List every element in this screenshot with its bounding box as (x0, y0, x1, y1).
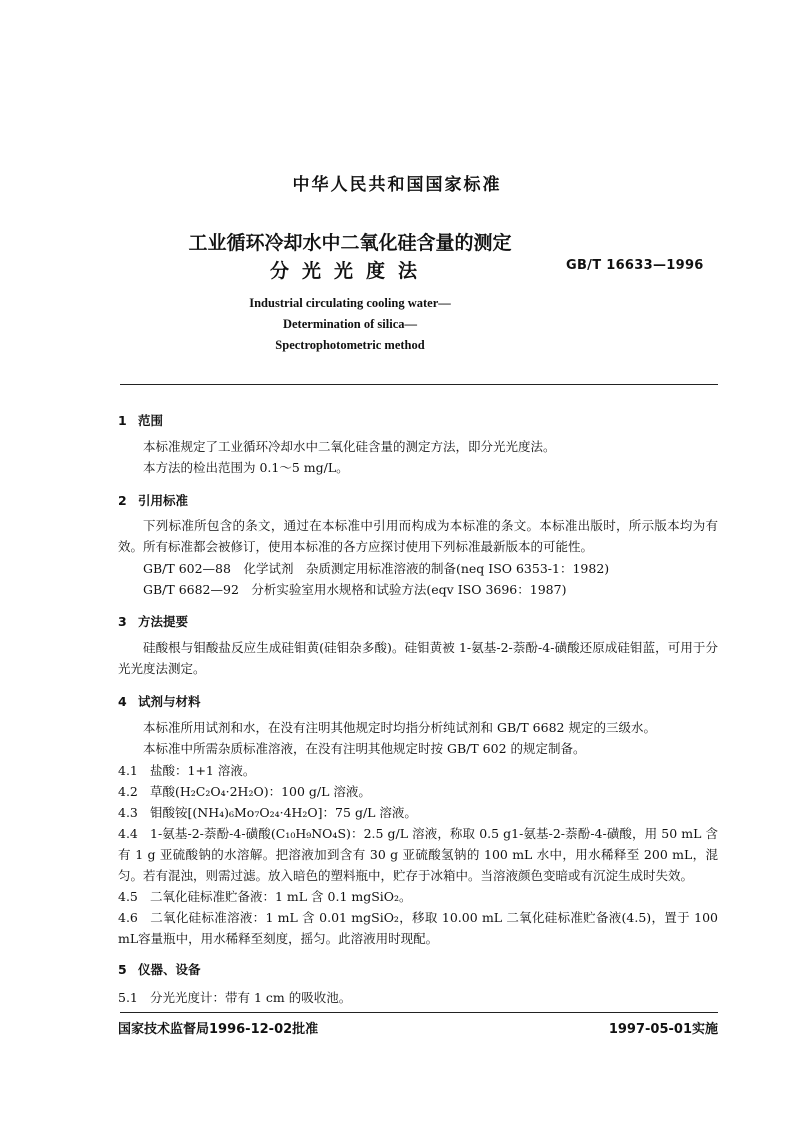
section-5-heading (118, 960, 201, 978)
footer-divider (120, 1012, 718, 1013)
document-subtitle: 分光光度法 (269, 260, 430, 282)
item-number: 4.3 (118, 805, 138, 820)
english-title-line-3: Spectrophotometric method (275, 338, 425, 352)
section-number: 5 (118, 962, 127, 977)
section-title: 引用标准 (138, 493, 189, 508)
item-text: 二氧化硅标准贮备液：1 mL 含 0.1 mgSiO₂。 (150, 889, 412, 904)
list-item (118, 781, 718, 802)
section-title: 试剂与材料 (138, 694, 201, 709)
list-item (118, 886, 718, 907)
item-number: 4.6 (118, 910, 138, 925)
item-number: 4.4 (118, 826, 138, 841)
section-3-paragraph: 硅酸根与钼酸盐反应生成硅钼黄(硅钼杂多酸)。硅钼黄被 1-氨基-2-萘酚-4-磺酸还原成硅钼蓝，可用于分光光度法测定。 (118, 640, 718, 676)
reference-gbt-602: GB/T 602—88 化学试剂 杂质测定用标准溶液的制备(neq ISO 6353-1：1982) (143, 561, 610, 576)
list-item (118, 802, 718, 823)
reference-gbt-6682: GB/T 6682—92 分析实验室用水规格和试验方法(eqv ISO 3696：1987) (143, 582, 567, 597)
section-1-paragraph-2: 本方法的检出范围为 0.1～5 mg/L。 (143, 460, 349, 475)
item-text: 草酸(H₂C₂O₄·2H₂O)：100 g/L 溶液。 (150, 784, 371, 799)
list-item (118, 987, 718, 1008)
section-number: 1 (118, 413, 127, 428)
item-text: 盐酸：1+1 溶液。 (150, 763, 256, 778)
item-text: 二氧化硅标准溶液：1 mL 含 0.01 mgSiO₂，移取 10.00 mL 二氧化硅标准贮备液(4.5)，置于 100 mL容量瓶中，用水稀释至刻度，摇匀。此溶液用时现配。 (118, 910, 718, 946)
item-text: 1-氨基-2-萘酚-4-磺酸(C₁₀H₉NO₄S)：2.5 g/L 溶液，称取 0.5 g1-氨基-2-萘酚-4-磺酸，用 50 mL 含有 1 g 亚硫酸钠的水溶解。把溶液加到含有 30 g 亚硫酸氢钠的 100 mL 水中，用水稀释至 200 mL，混匀。若有混浊，则需过滤。放入暗色的塑料瓶中，贮存于冰箱中。当溶液颜色变暗或有沉淀生成时失效。 (118, 826, 718, 883)
section-1-heading (118, 411, 163, 429)
national-standard-heading: 中华人民共和国国家标准 (292, 175, 502, 195)
list-item (118, 823, 718, 886)
item-number: 4.5 (118, 889, 138, 904)
english-title-line-2: Determination of silica— (282, 317, 417, 331)
section-3-heading (118, 612, 188, 630)
standard-code: GB/T 16633—1996 (566, 258, 704, 273)
approval-note: 国家技术监督局1996-12-02批准 (118, 1022, 319, 1037)
list-item (118, 760, 718, 781)
document-title: 工业循环冷却水中二氧化硅含量的测定 (188, 232, 512, 254)
item-number: 4.2 (118, 784, 138, 799)
section-number: 4 (118, 694, 127, 709)
item-text: 钼酸铵[(NH₄)₆Mo₇O₂₄·4H₂O]：75 g/L 溶液。 (150, 805, 417, 820)
item-text: 分光光度计：带有 1 cm 的吸收池。 (150, 990, 352, 1005)
section-title: 方法提要 (138, 614, 189, 629)
section-2-paragraph: 下列标准所包含的条文，通过在本标准中引用而构成为本标准的条文。本标准出版时，所示版本均为有效。所有标准都会被修订，使用本标准的各方应探讨使用下列标准最新版本的可能性。 (118, 518, 718, 554)
header-divider (120, 384, 718, 385)
item-number: 4.1 (118, 763, 138, 778)
section-title: 仪器、设备 (138, 962, 201, 977)
section-title: 范围 (138, 413, 164, 428)
section-4-heading (118, 692, 201, 710)
item-number: 5.1 (118, 990, 138, 1005)
section-number: 2 (118, 493, 127, 508)
section-number: 3 (118, 614, 127, 629)
section-4-paragraph-1: 本标准所用试剂和水，在没有注明其他规定时均指分析纯试剂和 GB/T 6682 规定的三级水。 (143, 720, 656, 735)
implementation-date: 1997-05-01实施 (608, 1022, 718, 1037)
section-1-paragraph-1: 本标准规定了工业循环冷却水中二氧化硅含量的测定方法，即分光光度法。 (143, 439, 556, 454)
section-4-paragraph-2: 本标准中所需杂质标准溶液，在没有注明其他规定时按 GB/T 602 的规定制备。 (143, 741, 586, 756)
english-title-line-1: Industrial circulating cooling water— (249, 296, 451, 310)
list-item (118, 907, 718, 949)
section-2-heading (118, 491, 188, 509)
